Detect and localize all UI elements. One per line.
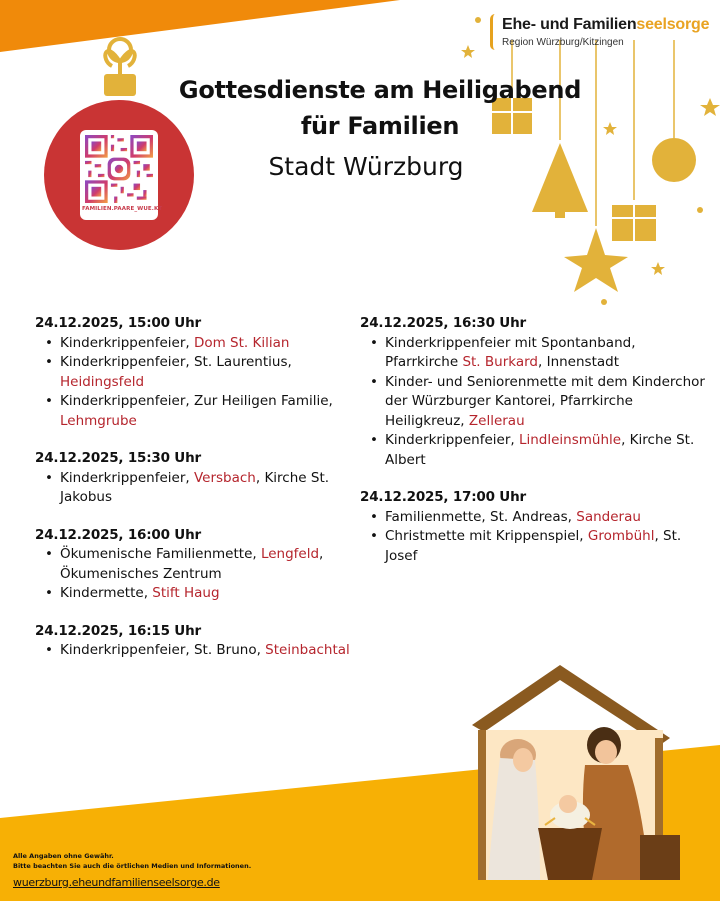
service-list: [35, 334, 355, 432]
schedule-block: [360, 314, 705, 470]
service-item: [360, 373, 705, 432]
footer-website-link[interactable]: wuerzburg.eheundfamilienseelsorge.de: [13, 876, 220, 889]
service-description: Kinderkrippenfeier,: [385, 432, 519, 448]
schedule-left-column: [35, 314, 355, 679]
service-location: Sanderau: [576, 508, 641, 525]
schedule-block: [35, 314, 355, 431]
service-item: [35, 334, 355, 354]
service-list: [35, 469, 355, 508]
brand-logo[interactable]: [490, 12, 720, 54]
service-list: [35, 641, 355, 661]
service-list: [360, 334, 705, 471]
nativity-scene-icon: [472, 665, 680, 880]
service-item: [35, 469, 355, 508]
logo-title: [502, 16, 709, 34]
service-description: Kinderkrippenfeier, Zur Heiligen Familie,: [60, 393, 333, 409]
service-item: [360, 508, 705, 528]
service-location-detail: , Innenstadt: [538, 354, 619, 370]
service-description: Kinderkrippenfeier,: [60, 469, 194, 486]
schedule-date: 24.12.2025, 16:15 Uhr: [35, 622, 201, 639]
schedule-date: 24.12.2025, 15:00 Uhr: [35, 315, 201, 331]
service-item: [360, 527, 705, 566]
qr-code[interactable]: [80, 130, 163, 220]
service-location-detail: , Kirche St. Jakobus: [60, 469, 330, 505]
service-location-detail: , St. Josef: [385, 528, 682, 564]
service-description: Christmette mit Krippenspiel,: [385, 528, 588, 544]
logo-subtitle: Region Würzburg/Kitzingen: [502, 37, 624, 48]
qr-code-pattern-icon: [85, 135, 153, 203]
service-description: Ökumenische Familienmette,: [60, 546, 261, 562]
service-list: [360, 508, 705, 567]
footer-notes: [13, 851, 251, 871]
service-item: [35, 353, 355, 392]
service-description: Kinder- und Seniorenmette mit dem Kinderchor der Würzburger Kantorei, Pfarrkirche Heiligkreuz,: [385, 373, 705, 429]
service-description: Kinderkrippenfeier, St. Bruno,: [60, 642, 266, 658]
service-item: [360, 431, 705, 470]
service-item: [360, 334, 705, 373]
schedule-date: 24.12.2025, 15:30 Uhr: [35, 450, 201, 466]
service-item: [35, 641, 355, 661]
schedule-date: 24.12.2025, 16:30 Uhr: [360, 315, 526, 331]
schedule-date: 24.12.2025, 16:00 Uhr: [35, 526, 201, 543]
schedule-date: 24.12.2025, 17:00 Uhr: [360, 489, 526, 505]
qr-label: FAMILIEN.PAARE_WUE.KT: [82, 206, 163, 212]
service-location: Steinbachtal: [265, 642, 350, 658]
service-location: Zellerau: [468, 412, 525, 429]
footer-note-disclaimer: Alle Angaben ohne Gewähr.: [13, 852, 114, 860]
service-description: Familienmette, St. Andreas,: [385, 508, 577, 525]
service-location: Lindleinsmühle: [518, 432, 622, 448]
page-subtitle: Stadt Würzburg: [268, 152, 464, 181]
schedule-block: [35, 526, 355, 604]
page-title: [160, 72, 600, 144]
title-line-1: Gottesdienste am Heiligabend: [178, 76, 582, 104]
service-location: Lengfeld: [260, 546, 320, 562]
title-line-2: für Familien: [300, 112, 460, 140]
service-location: Dom St. Kilian: [193, 334, 290, 351]
service-description: Kinderkrippenfeier mit Spontanband, Pfarrkirche: [385, 334, 636, 370]
service-location: Grombühl: [587, 528, 655, 544]
schedule-block: [360, 488, 705, 566]
service-description: Kindermette,: [60, 585, 153, 601]
logo-bracket-icon: [490, 14, 495, 50]
service-location: Versbach: [193, 469, 256, 486]
top-orange-wedge: [0, 0, 400, 52]
service-location: Stift Haug: [152, 585, 220, 601]
schedule-right-column: [360, 314, 705, 584]
service-item: [35, 392, 355, 431]
service-location-detail: , Kirche St. Albert: [385, 432, 695, 468]
logo-title-part2: seelsorge: [636, 16, 710, 33]
service-location: Lehmgrube: [60, 412, 137, 429]
service-location: St. Burkard: [462, 354, 538, 370]
service-list: [35, 545, 355, 604]
service-location-detail: , Ökumenisches Zentrum: [60, 546, 324, 582]
service-description: Kinderkrippenfeier,: [60, 334, 194, 351]
service-description: Kinderkrippenfeier, St. Laurentius,: [60, 354, 292, 370]
schedule-block: [35, 622, 355, 661]
service-item: [35, 584, 355, 604]
logo-title-part1: Ehe- und Familien: [502, 16, 637, 33]
service-item: [35, 545, 355, 584]
schedule-block: [35, 449, 355, 508]
footer-note-info: Bitte beachten Sie auch die örtlichen Medien und Informationen.: [13, 862, 252, 870]
service-location: Heidingsfeld: [60, 373, 145, 390]
